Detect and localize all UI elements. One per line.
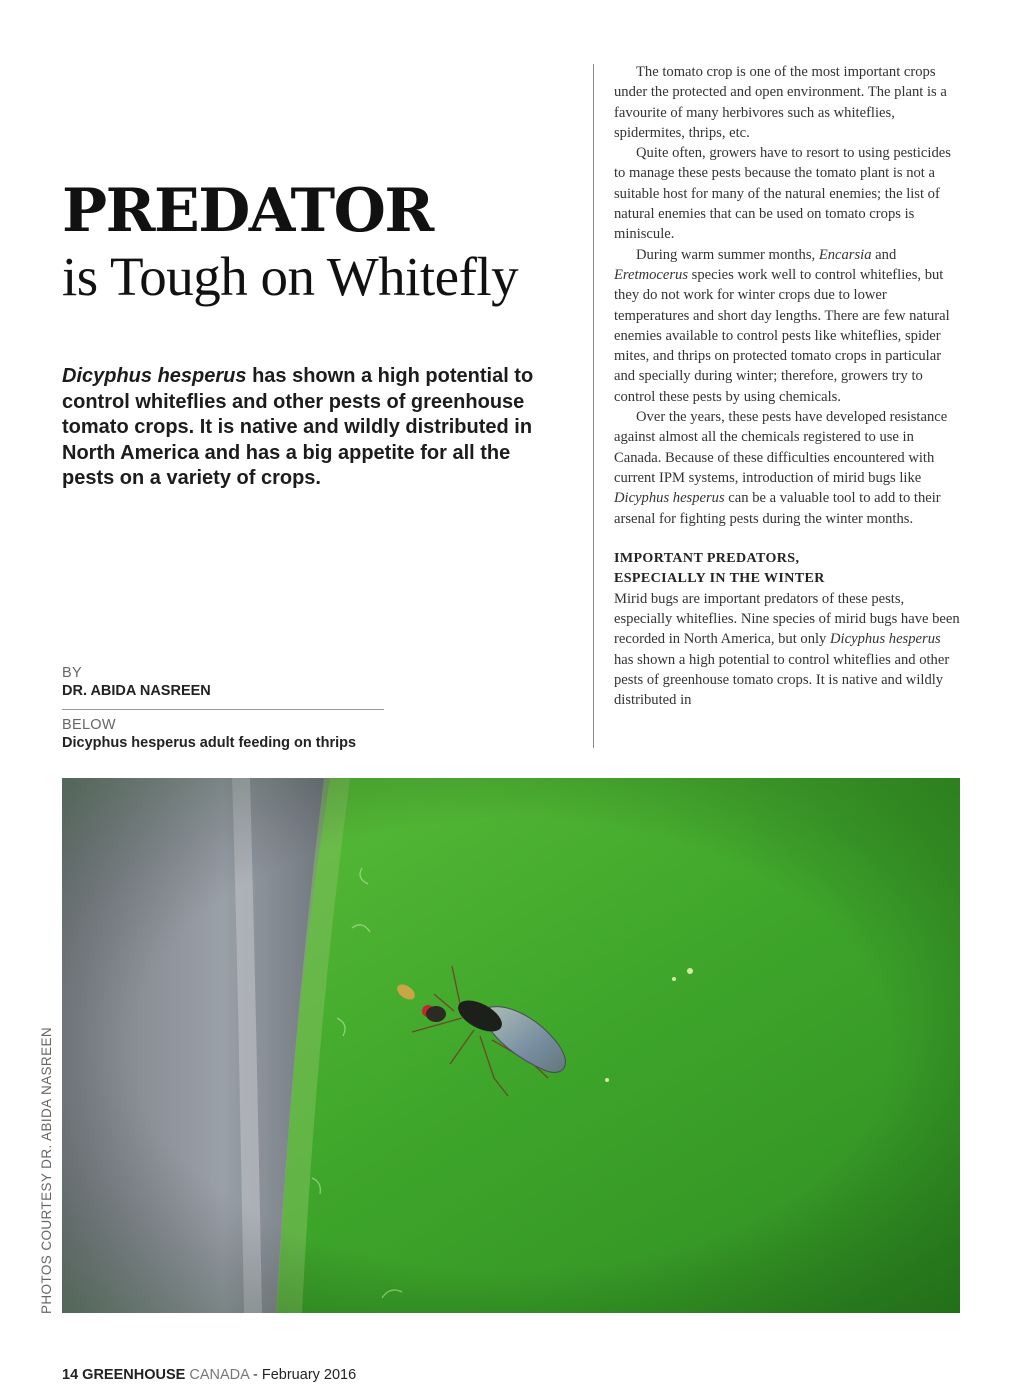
paragraph-4 (614, 407, 960, 529)
paragraph-5 (614, 589, 960, 711)
page-footer (62, 1367, 356, 1383)
article-column (614, 62, 960, 711)
deck-text: has shown a high potential to control whiteflies and other pests of greenhouse tomato crops. It is native and wildly distributed in North America and has a big appetite for all the pests on a variety of crops. (62, 365, 534, 489)
p4-text-a: Over the years, these pests have developed resistance against almost all the chemicals registered to use in Canada. Because of these difficulties encountered with current IPM systems, introduction of mirid bugs like (614, 409, 948, 486)
deck (62, 364, 542, 492)
p5-text-a: Mirid bugs are important predators of these pests, especially whiteflies. Nine species of mirid bugs have been recorded in North America, but only (614, 590, 960, 648)
photo-caption: Dicyphus hesperus adult feeding on thrips (62, 735, 357, 751)
p5-italic: Dicyphus hesperus (830, 631, 941, 648)
below-label: BELOW (62, 717, 116, 733)
byline-divider (62, 709, 384, 710)
magazine-name-bold: GREENHOUSE (82, 1367, 186, 1383)
p4-italic: Dicyphus hesperus (614, 490, 725, 507)
p5-text-b: has shown a high potential to control whiteflies and other pests of greenhouse tomato crops. It is native and wildly distributed in (614, 651, 950, 709)
headline-title: PREDATOR (62, 176, 433, 246)
subheading-line-2: ESPECIALLY IN THE WINTER (614, 570, 825, 586)
headline-subtitle: is Tough on Whitefly (62, 246, 519, 307)
subheading-line-1: IMPORTANT PREDATORS, (614, 550, 800, 566)
p4-text-b: can be a valuable tool to add to their arsenal for fighting pests during the winter months. (614, 490, 941, 527)
page-number: 14 (62, 1367, 79, 1383)
paragraph-3 (614, 245, 960, 407)
p3-italic-eretmocerus: Eretmocerus (614, 266, 689, 283)
p3-text-c: species work well to control whiteflies, but they do not work for winter crops due to lower temperatures and short day lengths. There are few natural enemies available to control pests like whiteflies, spider mites, and thrips on protected tomato crops in particular and specially during winter; therefore, growers try to control these pests by using chemicals. (614, 266, 950, 405)
photo-credit: PHOTOS COURTESY DR. ABIDA NASREEN (39, 1026, 54, 1314)
byline (62, 664, 384, 753)
column-divider (593, 64, 594, 748)
insect-photo-image (62, 778, 960, 1313)
p3-italic-encarsia: Encarsia (818, 246, 872, 263)
deck-italic-lead: Dicyphus hesperus (62, 365, 247, 387)
by-label: BY (62, 665, 82, 681)
p3-text-a: During warm summer months, (636, 246, 819, 263)
p3-text-b: and (871, 246, 897, 263)
author-name: DR. ABIDA NASREEN (62, 683, 211, 699)
paragraph-2: Quite often, growers have to resort to using pesticides to manage these pests because the tomato plant is not a suitable host for many of the natural enemies; the list of natural enemies that can be used on tomato crops is miniscule. (614, 145, 951, 243)
issue-date: - February 2016 (248, 1367, 357, 1383)
magazine-name-light: CANADA (189, 1367, 249, 1383)
headline (62, 176, 602, 308)
paragraph-1: The tomato crop is one of the most important crops under the protected and open environment. The plant is a favourite of many herbivores such as whiteflies, spidermites, thrips, etc. (614, 64, 947, 141)
insect-photo (62, 778, 960, 1313)
subheading (614, 549, 960, 589)
